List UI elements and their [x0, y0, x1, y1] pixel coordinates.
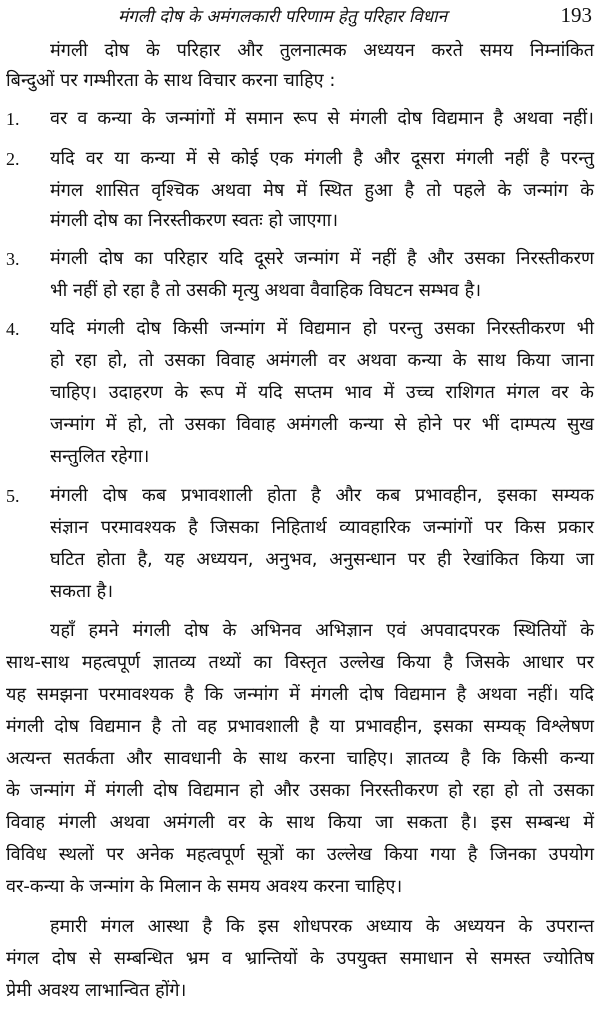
text-line: प्रेमी अवश्य लाभान्वित होंगे।	[6, 980, 187, 1001]
text-line: मंगली दोष के परिहार और तुलनात्मक अध्ययन करते समय निम्नांकित	[50, 40, 594, 61]
list-number: 3.	[6, 249, 20, 269]
text-line: यह समझना परमावश्यक है कि जन्मांग में मंगली दोष विद्यमान है अथवा नहीं। यदि	[6, 684, 594, 705]
text-line: अत्यन्त सतर्कता और सावधानी के साथ करना चाहिए। ज्ञातव्य है कि किसी कन्या	[6, 748, 594, 769]
text-line: यहाँ हमने मंगली दोष के अभिनव अभिज्ञान एवं अपवादपरक स्थितियों के	[50, 620, 594, 641]
list-number: 2.	[6, 149, 20, 169]
list-number: 4.	[6, 319, 20, 339]
text-line: यदि मंगली दोष किसी जन्मांग में विद्यमान हो परन्तु उसका निरस्तीकरण भी	[50, 318, 594, 339]
running-header: मंगली दोष के अमंगलकारी परिणाम हेतु परिहार विधान	[118, 7, 448, 27]
text-line: हमारी मंगल आस्था है कि इस शोधपरक अध्याय के अध्ययन के उपरान्त	[50, 916, 594, 937]
text-line: सन्तुलित रहेगा।	[50, 446, 150, 467]
list-number: 5.	[6, 486, 20, 506]
text-line: चाहिए। उदाहरण के रूप में यदि सप्तम भाव में उच्च राशिगत मंगल वर के	[50, 382, 594, 403]
text-line: साथ-साथ महत्वपूर्ण ज्ञातव्य तथ्यों का विस्तृत उल्लेख किया है जिसके आधार पर	[6, 652, 594, 673]
text-line: विविध स्थलों पर अनेक महत्वपूर्ण सूत्रों का उल्लेख किया गया है जिनका उपयोग	[6, 844, 594, 865]
text-line: मंगल शासित वृश्चिक अथवा मेष में स्थित हुआ है तो पहले के जन्मांग के	[50, 180, 594, 201]
text-line: मंगली दोष कब प्रभावशाली होता है और कब प्रभावहीन, इसका सम्यक	[50, 485, 594, 506]
text-line: मंगल दोष से सम्बन्धित भ्रम व भ्रान्तियों के उपयुक्त समाधान से समस्त ज्योतिष	[6, 948, 594, 969]
list-number: 1.	[6, 109, 20, 129]
text-line: विवाह मंगली अथवा अमंगली वर के साथ किया जा सकता है। इस सम्बन्ध में	[6, 812, 594, 833]
text-line: संज्ञान परमावश्यक है जिसका निहितार्थ व्यावहारिक जन्मांगों पर किस प्रकार	[50, 517, 594, 538]
text-line: वर व कन्या के जन्मांगों में समान रूप से मंगली दोष विद्यमान है अथवा नहीं।	[50, 108, 594, 129]
text-line: वर-कन्या के जन्मांग के मिलान के समय अवश्य करना चाहिए।	[6, 876, 403, 897]
text-line: के जन्मांग में मंगली दोष विद्यमान हो और उसका निरस्तीकरण हो रहा हो तो उसका	[6, 780, 594, 801]
text-line: मंगली दोष का परिहार यदि दूसरे जन्मांग में नहीं है और उसका निरस्तीकरण	[50, 248, 594, 269]
text-line: जन्मांग में हो, तो उसका विवाह अमंगली कन्या से होने पर भीं दाम्पत्य सुख	[50, 414, 594, 435]
text-line: घटित होता है, यह अध्ययन, अनुभव, अनुसन्धान पर ही रेखांकित किया जा	[50, 549, 594, 570]
text-line: भी नहीं हो रहा है तो उसकी मृत्यु अथवा वैवाहिक विघटन सम्भव है।	[50, 280, 482, 301]
text-line: सकता है।	[50, 581, 114, 602]
text-line: बिन्दुओं पर गम्भीरता के साथ विचार करना चाहिए :	[6, 70, 336, 91]
text-line: मंगली दोष विद्यमान है तो वह प्रभावशाली है या प्रभावहीन, इसका सम्यक् विश्लेषण	[6, 716, 594, 737]
text-line: यदि वर या कन्या में से कोई एक मंगली है और दूसरा मंगली नहीं है परन्तु	[50, 148, 594, 169]
page-number: 193	[560, 3, 592, 27]
text-line: मंगली दोष का निरस्तीकरण स्वतः हो जाएगा।	[50, 210, 339, 231]
text-line: हो रहा हो, तो उसका विवाह अमंगली वर अथवा कन्या के साथ किया जाना	[50, 350, 594, 371]
